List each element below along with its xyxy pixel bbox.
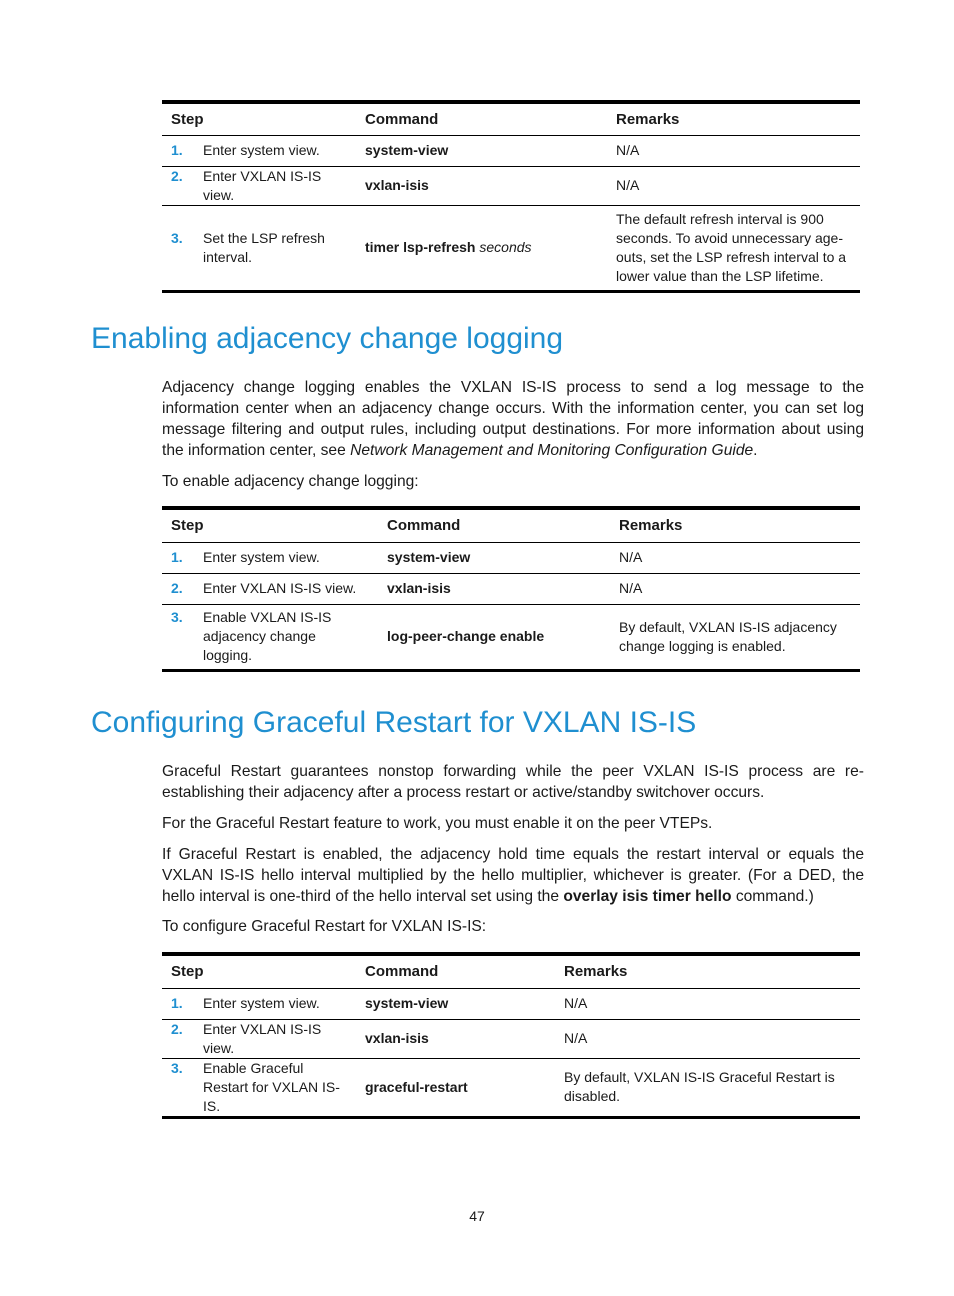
table-row xyxy=(162,1019,860,1058)
adjacency-logging-description xyxy=(162,377,864,461)
step-number: 3. xyxy=(171,609,183,625)
header-command: Command xyxy=(378,508,610,542)
header-step: Step xyxy=(162,508,378,542)
header-remarks: Remarks xyxy=(555,954,860,988)
header-remarks: Remarks xyxy=(607,102,860,135)
step-text: Enter system view. xyxy=(203,142,320,158)
step-text: Enter system view. xyxy=(203,995,320,1011)
step-text: Enable VXLAN IS-IS adjacency change logging. xyxy=(203,609,332,663)
paragraph-text: Adjacency change logging enables the VXLAN IS-IS process to send a log message to the information center when an adjacency change occurs. With the information center, you can set log message filtering and output rules, including output destinations. For more information about using the information center, see xyxy=(162,379,864,459)
graceful-restart-description: Graceful Restart guarantees nonstop forwarding while the peer VXLAN IS-IS process are re-establishing their adjacency after a process restart or active/standby switchover occurs. xyxy=(162,763,864,801)
command-text: vxlan-isis xyxy=(365,177,429,193)
step-number: 3. xyxy=(171,1059,183,1076)
step-text: Enter system view. xyxy=(203,549,320,565)
remarks-text: N/A xyxy=(619,549,643,565)
step-text: Enter VXLAN IS-IS view. xyxy=(203,167,322,203)
command-text: graceful-restart xyxy=(365,1078,468,1095)
step-number: 1. xyxy=(171,549,183,565)
table-row xyxy=(162,542,860,573)
remarks-text: N/A xyxy=(564,1030,588,1046)
section-title-graceful-restart: Configuring Graceful Restart for VXLAN IS-IS xyxy=(91,706,697,739)
table-row xyxy=(162,573,860,604)
header-remarks: Remarks xyxy=(610,508,860,542)
command-text: system-view xyxy=(387,549,471,565)
lsp-refresh-table xyxy=(162,100,860,293)
command-text: timer lsp-refresh xyxy=(365,239,476,255)
step-number: 2. xyxy=(171,580,183,596)
guide-reference: Network Management and Monitoring Configuration Guide xyxy=(350,442,754,459)
table-row xyxy=(162,604,860,670)
command-text: system-view xyxy=(365,142,449,158)
table-row xyxy=(162,1058,860,1117)
remarks-text: N/A xyxy=(564,995,588,1011)
section-title-adjacency-logging: Enabling adjacency change logging xyxy=(91,322,564,355)
step-number: 3. xyxy=(171,229,183,246)
command-reference: overlay isis timer hello xyxy=(563,888,732,905)
remarks-text: By default, VXLAN IS-IS Graceful Restart is disabled. xyxy=(564,1069,835,1104)
step-number: 2. xyxy=(171,1020,183,1037)
remarks-text: N/A xyxy=(616,177,640,193)
remarks-text: N/A xyxy=(616,142,640,158)
step-number: 1. xyxy=(171,995,183,1011)
step-number: 1. xyxy=(171,142,183,158)
adjacency-logging-table xyxy=(162,506,860,672)
step-text: Set the LSP refresh interval. xyxy=(203,229,325,265)
paragraph-text: If Graceful Restart is enabled, the adjacency hold time equals the restart interval or equals the VXLAN IS-IS hello interval multiplied by the hello multiplier, whichever is greater. (For a DED, the hello interval is one-third of the hello interval set using the xyxy=(162,846,864,905)
step-text: Enter VXLAN IS-IS view. xyxy=(203,580,357,596)
step-text: Enter VXLAN IS-IS view. xyxy=(203,1020,322,1056)
step-number: 2. xyxy=(171,167,183,184)
remarks-text: By default, VXLAN IS-IS adjacency change logging is enabled. xyxy=(619,618,837,654)
graceful-restart-table xyxy=(162,952,860,1119)
command-text: vxlan-isis xyxy=(387,580,451,596)
header-command: Command xyxy=(356,954,555,988)
remarks-text: N/A xyxy=(619,580,643,596)
command-text: system-view xyxy=(365,995,449,1011)
paragraph-text: command.) xyxy=(731,888,814,905)
command-argument: seconds xyxy=(479,239,532,255)
paragraph-text: . xyxy=(753,442,758,459)
adjacency-logging-intro: To enable adjacency change logging: xyxy=(162,473,419,490)
page-number: 47 xyxy=(469,1208,485,1224)
command-text: log-peer-change enable xyxy=(387,628,545,644)
table-row xyxy=(162,988,860,1019)
table-row xyxy=(162,166,860,205)
table-row xyxy=(162,135,860,166)
remarks-text: The default refresh interval is 900 seconds. To avoid unnecessary age-outs, set the LSP refresh interval to a lower value than the LSP lifetime. xyxy=(616,210,847,284)
graceful-restart-intro: To configure Graceful Restart for VXLAN IS-IS: xyxy=(162,918,487,935)
table-row xyxy=(162,205,860,291)
graceful-restart-hold-time xyxy=(162,844,864,907)
header-step: Step xyxy=(162,102,356,135)
header-step: Step xyxy=(162,954,356,988)
command-text: vxlan-isis xyxy=(365,1030,429,1046)
header-command: Command xyxy=(356,102,607,135)
step-text: Enable Graceful Restart for VXLAN IS-IS. xyxy=(203,1059,340,1114)
graceful-restart-requirement: For the Graceful Restart feature to work, you must enable it on the peer VTEPs. xyxy=(162,815,713,832)
